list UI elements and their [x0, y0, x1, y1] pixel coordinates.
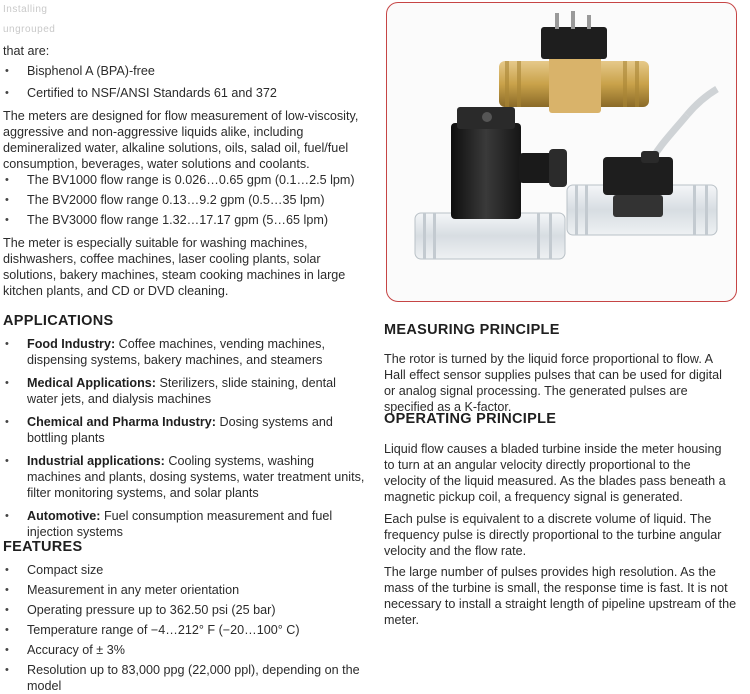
suitability-paragraph: The meter is especially suitable for washing machines, dishwashers, coffee machines, laser cooling plants, solar solutions, bakery machines, steam cooking machines in large kitchen plants, and CD or DVD cleaning.	[3, 236, 346, 298]
operating-principle-paragraph: The large number of pulses provides high resolution. As the mass of the turbine is small, the response time is fast. It is not necessary to install a straight length of pipeline upstream of the meter.	[384, 565, 737, 627]
brass-meter-icon	[499, 11, 649, 113]
list-item: • Certified to NSF/ANSI Standards 61 and 372	[0, 85, 360, 107]
application-text: Coffee machines, vending machines, dispensing systems, bakery machines, and steamers	[27, 337, 325, 367]
application-label: Medical Applications:	[27, 376, 156, 390]
clear-meter-connector-icon	[415, 107, 567, 259]
list-item: • The BV3000 flow range 1.32…17.17 gpm (5…65 lpm)	[0, 212, 360, 232]
features-heading: FEATURES	[3, 539, 83, 555]
list-item: • Resolution up to 83,000 ppg (22,000 ppl), depending on the model	[0, 662, 360, 682]
features-list	[0, 562, 360, 693]
list-item: • The BV1000 flow range is 0.026…0.65 gpm (0.1…2.5 lpm)	[0, 172, 360, 192]
product-image-frame	[386, 2, 737, 302]
certification-list	[0, 63, 360, 107]
applications-list	[0, 336, 370, 547]
application-label: Automotive:	[27, 509, 101, 523]
list-item: • Temperature range of −4…212° F (−20…100° C)	[0, 622, 360, 642]
application-text: Sterilizers, slide staining, dental water jets, and dialysis machines	[27, 376, 336, 406]
operating-principle-heading: OPERATING PRINCIPLE	[384, 411, 557, 427]
list-item: • The BV2000 flow range 0.13…9.2 gpm (0.5…35 lpm)	[0, 192, 360, 212]
list-item	[0, 414, 370, 446]
list-item	[0, 508, 370, 540]
measuring-principle-text: The rotor is turned by the liquid force proportional to flow. A Hall effect sensor supplies pulses that can be used for digital or analog signal processing. The generated pulses are specified as a K-factor.	[384, 352, 722, 414]
application-text: Dosing systems and bottling plants	[27, 415, 333, 445]
list-item	[0, 375, 370, 407]
application-text: Fuel consumption measurement and fuel injection systems	[27, 509, 333, 539]
operating-principle-paragraph: Each pulse is equivalent to a discrete volume of liquid. The frequency pulse is directly proportional to the turbine angular velocity and the flow rate.	[384, 512, 722, 558]
flow-meter-product-image	[387, 3, 736, 301]
list-item: • Measurement in any meter orientation	[0, 582, 360, 602]
operating-principle-paragraph: Liquid flow causes a bladed turbine inside the meter housing to turn at an angular velocity directly proportional to the velocity of the liquid measured. As the blades pass beneath a magnetic pickup coil, a frequency signal is generated.	[384, 442, 726, 504]
flow-range-list	[0, 172, 360, 232]
list-item: • Accuracy of ± 3%	[0, 642, 360, 662]
measuring-principle-heading: MEASURING PRINCIPLE	[384, 322, 560, 338]
list-item	[0, 336, 370, 368]
application-text: Cooling systems, washing machines and plants, dosing systems, water treatment units, filter monitoring systems, and solar plants	[27, 454, 365, 500]
list-item: • Operating pressure up to 362.50 psi (25 bar)	[0, 602, 360, 622]
faded-header-line-2: ungrouped	[3, 24, 56, 35]
application-label: Chemical and Pharma Industry:	[27, 415, 216, 429]
list-item: • Bisphenol A (BPA)-free	[0, 63, 360, 85]
faded-header-line-1: Installing	[3, 4, 48, 15]
intro-text: that are:	[3, 44, 50, 58]
application-label: Industrial applications:	[27, 454, 165, 468]
list-item: • Compact size	[0, 562, 360, 582]
list-item	[0, 453, 370, 501]
application-label: Food Industry:	[27, 337, 116, 351]
clear-meter-sensor-icon	[567, 151, 717, 235]
applications-heading: APPLICATIONS	[3, 313, 114, 329]
description-paragraph: The meters are designed for flow measurement of low-viscosity, aggressive and non-aggressive liquids alike, including demineralized water, alkaline solutions, oils, salad oil, fuel/fuel consumption, beverages, water solutions and coolants.	[3, 109, 359, 171]
